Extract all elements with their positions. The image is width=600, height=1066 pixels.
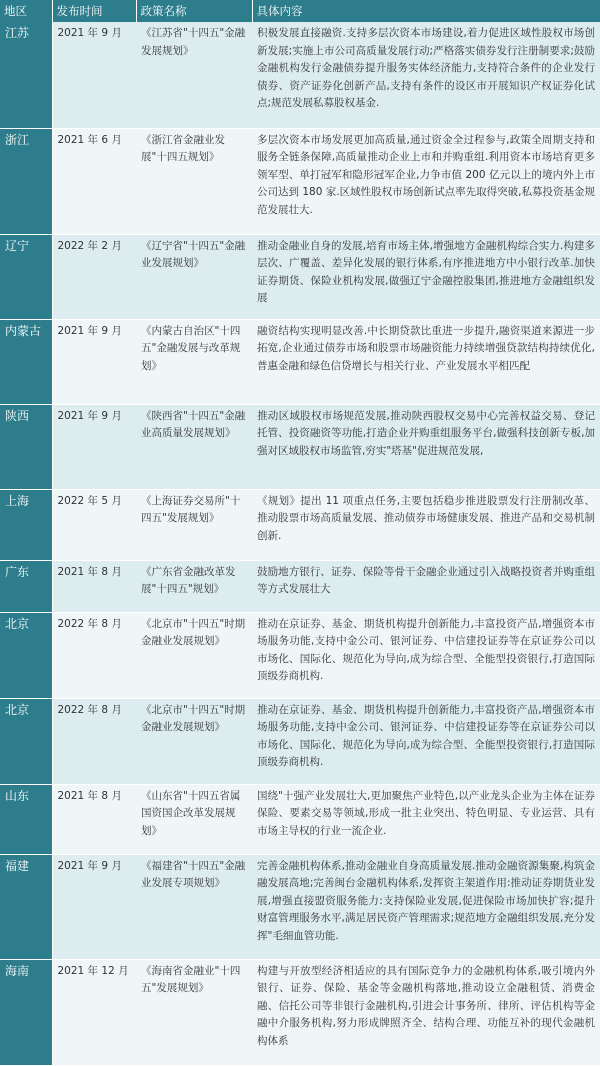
date-cell: 2022 年 8 月 <box>52 612 136 698</box>
region-cell: 辽宁 <box>0 234 52 319</box>
content-cell: 国绕"十强产业发展壮大,更加聚焦产业特色,以产业龙头企业为主体在证券保险、要素交易等领域,形成一批主业突出、特色明显、专业运营、具有市场主导权的行业一流企业. <box>252 784 600 854</box>
region-cell: 广东 <box>0 560 52 612</box>
table-row <box>0 560 600 612</box>
table-row <box>0 319 600 404</box>
policy-name-cell: 《浙江省金融业发展"十四五规划》 <box>136 128 252 234</box>
table-row <box>0 612 600 698</box>
content-cell: 推动区域股权市场规范发展,推动陕西股权交易中心完善权益交易、登记托管、投资融资等功能,打造企业并购重组服务平台,做强科技创新专板,加强对区域股权市场监管,穷实"塔基"促进规范发展, <box>252 404 600 489</box>
region-cell: 浙江 <box>0 128 52 234</box>
header-policy: 政策名称 <box>136 0 252 22</box>
date-cell: 2021 年 6 月 <box>52 128 136 234</box>
table-row <box>0 22 600 128</box>
region-cell: 江苏 <box>0 22 52 128</box>
region-cell: 海南 <box>0 959 52 1065</box>
content-cell: 推动金融业自身的发展,培育市场主体,增强地方金融机构综合实力.构建多层次、广覆盖、差异化发展的银行体系,有序推进地方中小银行改革.加快证券期货、保险业机构发展,做强辽宁金融控股集团,推进地方金融组织发展 <box>252 234 600 319</box>
content-cell: 《规划》提出 11 项重点任务,主要包括稳步推进股票发行注册制改革、推动股票市场高质量发展、推动债券市场健康发展、推进产品和交易机制创新. <box>252 489 600 560</box>
content-cell: 推动在京证券、基金、期货机构提升创新能力,丰富投资产品,增强资本市场服务功能,支持中金公司、银河证券、中信建投证券等在京证券公司以市场化、国际化、规范化为导向,成为综合型、全能型投资银行,打造国际顶级券商机构. <box>252 612 600 698</box>
policy-name-cell: 《山东省"十四五省属国资国企改革发展规划》 <box>136 784 252 854</box>
content-cell: 构建与开放型经济相适应的具有国际竞争力的金融机构体系,吸引境内外银行、证券、保险、基金等金融机构落地,推动设立金融租赁、消费金融、信托公司等非银行金融机构,引进会计事务所、律所、评估机构等金融中介服务机构,努力形成牌照齐全、结构合理、功能互补的现代金融机构体系 <box>252 959 600 1065</box>
policy-name-cell: 《海南省金融业"十四五"发展规划》 <box>136 959 252 1065</box>
date-cell: 2022 年 2 月 <box>52 234 136 319</box>
table-row <box>0 959 600 1065</box>
table-header-row <box>0 0 600 22</box>
header-date: 发布时间 <box>52 0 136 22</box>
policy-name-cell: 《福建省"十四五"金融业发展专项规划》 <box>136 854 252 959</box>
table-row <box>0 698 600 784</box>
region-cell: 北京 <box>0 612 52 698</box>
header-region: 地区 <box>0 0 52 22</box>
table-row <box>0 489 600 560</box>
table-row <box>0 128 600 234</box>
date-cell: 2022 年 5 月 <box>52 489 136 560</box>
date-cell: 2021 年 9 月 <box>52 404 136 489</box>
table-row <box>0 784 600 854</box>
date-cell: 2021 年 8 月 <box>52 560 136 612</box>
policy-name-cell: 《北京市"十四五"时期金融业发展规划》 <box>136 612 252 698</box>
date-cell: 2021 年 8 月 <box>52 784 136 854</box>
policy-name-cell: 《上海证券交易所"十四五"发展规划》 <box>136 489 252 560</box>
content-cell: 完善金融机构体系,推动金融业自身高质量发展.推动金融资源集聚,构筑金融发展高地;完善闽台金融机构体系,发挥资主架道作用:推动证券期货业发展,增强直接盟资服务能力:支持保险业发展,促进保险市场加快扩容;提升财富管理服务水平,满足居民资产管理需求;规范地方金融组织发展,充分发挥"毛细血管功能. <box>252 854 600 959</box>
date-cell: 2021 年 9 月 <box>52 22 136 128</box>
region-cell: 福建 <box>0 854 52 959</box>
date-cell: 2021 年 12 月 <box>52 959 136 1065</box>
content-cell: 鼓励地方银行、证券、保险等骨干金融企业通过引入战略投资者并购重组等方式发展壮大 <box>252 560 600 612</box>
table-row <box>0 404 600 489</box>
date-cell: 2022 年 8 月 <box>52 698 136 784</box>
policy-name-cell: 《辽宁省"十四五"金融业发展规划》 <box>136 234 252 319</box>
table-row <box>0 854 600 959</box>
content-cell: 融资结构实现明显改善.中长期贷款比重进一步提升,融资渠道来源进一步拓宽,企业通过债券市场和股票市场融资能力持续增强贷款结构持续优化,普惠金融和绿色信贷增长与相关行业、产业发展水平相匹配 <box>252 319 600 404</box>
policy-name-cell: 《江苏省"十四五"金融发展规划》 <box>136 22 252 128</box>
region-cell: 陕西 <box>0 404 52 489</box>
content-cell: 多层次资本市场发展更加高质量,通过资金全过程参与,政策全周期支持和服务全链条保障,高质量推动企业上市和并购重组.利用资本市场培育更多领军型、单打冠军和隐形冠军企业,力争市值 200 亿元以上的境内外上市公司达到 180 家.区域性股权市场创新试点率先取得突破,私募投资基金规范发展壮大. <box>252 128 600 234</box>
policy-name-cell: 《陕西省"十四五"金融业高质量发展规划》 <box>136 404 252 489</box>
policy-name-cell: 《北京市"十四五"时期金融业发展规划》 <box>136 698 252 784</box>
region-cell: 上海 <box>0 489 52 560</box>
date-cell: 2021 年 9 月 <box>52 854 136 959</box>
date-cell: 2021 年 9 月 <box>52 319 136 404</box>
region-cell: 北京 <box>0 698 52 784</box>
header-content: 具体内容 <box>252 0 600 22</box>
content-cell: 积极发展直接融资.支持多层次资本市场建设,着力促进区域性股权市场创新发展;实施上市公司高质量发展行动;严格落实债券发行注册制要求;鼓励金融机构发行金融债券提升服务实体经济能力,支持符合条件的企业发行债券、资产证券化创新产品,支持有条件的设区市开展知识产权证券化试点;规范发展私募股权基金. <box>252 22 600 128</box>
region-cell: 内蒙古 <box>0 319 52 404</box>
table-row <box>0 234 600 319</box>
content-cell: 推动在京证券、基金、期货机构提升创新能力,丰富投资产品,增强资本市场服务功能,支持中金公司、银河证券、中信建投证券等在京证券公司以市场化、国际化、规范化为导向,成为综合型、全能型投资银行,打造国际顶级券商机构. <box>252 698 600 784</box>
policy-name-cell: 《内蒙古自治区"十四五"金融发展与改革规划》 <box>136 319 252 404</box>
policy-name-cell: 《广东省金融改革发展"十四五"规划》 <box>136 560 252 612</box>
region-cell: 山东 <box>0 784 52 854</box>
